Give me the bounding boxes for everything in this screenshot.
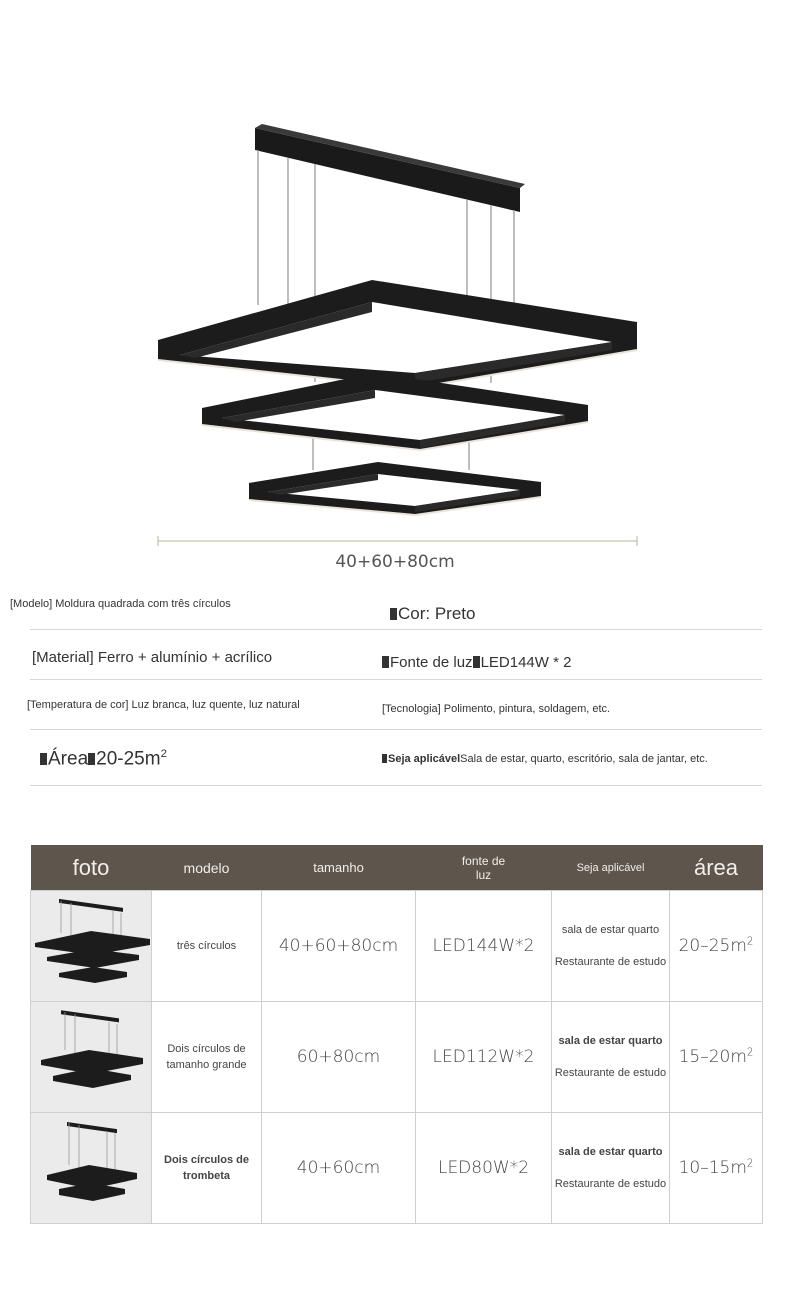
product-photo-two-rings-large <box>31 1002 152 1113</box>
row1-area-sup: 2 <box>746 936 754 948</box>
row3-app-1: sala de estar quarto <box>558 1146 663 1158</box>
header-area: área <box>670 845 763 891</box>
product-photo-two-rings-trumpet <box>31 1113 152 1224</box>
row3-modelo-text-1: Dois círculos de <box>164 1154 249 1166</box>
row2-modelo-text-1: Dois círculos de <box>167 1043 246 1055</box>
spec-temperatura: [Temperatura de cor] Luz branca, luz quente, luz natural <box>27 699 300 711</box>
row2-modelo-text-2: tamanho grande <box>166 1059 247 1071</box>
glyph-icon <box>382 656 389 668</box>
row3-area-value: 10–15m <box>678 1158 747 1178</box>
table-row <box>31 1113 763 1224</box>
row3-modelo-text-2: trombeta <box>182 1170 231 1182</box>
spec-area <box>40 748 167 770</box>
spec-tecnologia: [Tecnologia] Polimento, pintura, soldagem, etc. <box>382 703 611 715</box>
spec-fonte-label: Fonte de luz <box>390 654 473 671</box>
row2-app-1: sala de estar quarto <box>558 1035 663 1047</box>
row3-app-2: Restaurante de estudo <box>554 1178 667 1190</box>
spec-area-sup: 2 <box>160 748 167 760</box>
row3-fonte: LED80W*2 <box>416 1113 552 1224</box>
spec-fonte <box>382 654 571 671</box>
row3-aplicavel <box>552 1113 670 1224</box>
glyph-icon <box>473 656 480 668</box>
row1-modelo-text: três círculos <box>176 940 237 952</box>
header-seja: Seja aplicável <box>552 845 670 891</box>
row1-fonte: LED144W*2 <box>416 891 552 1002</box>
header-tamanho: tamanho <box>262 845 416 891</box>
spec-fonte-value: LED144W * 2 <box>480 654 572 671</box>
spec-cor <box>390 604 475 624</box>
header-fonte <box>416 845 552 891</box>
row3-modelo <box>152 1113 262 1224</box>
spec-cor-text: Cor: Preto <box>398 604 476 623</box>
spec-area-value: 20-25m <box>96 748 161 770</box>
product-comparison-table <box>30 845 763 1224</box>
row1-app-1: sala de estar quarto <box>561 924 660 936</box>
row2-modelo <box>152 1002 262 1113</box>
row1-area <box>670 891 763 1002</box>
row1-area-value: 20–25m <box>678 936 747 956</box>
row2-area <box>670 1002 763 1113</box>
header-modelo: modelo <box>152 845 262 891</box>
row3-tamanho: 40+60cm <box>262 1113 416 1224</box>
row2-area-sup: 2 <box>746 1047 754 1059</box>
glyph-icon <box>382 754 387 763</box>
row2-area-value: 15–20m <box>678 1047 747 1067</box>
header-fonte-line2: luz <box>475 867 492 882</box>
spec-seja <box>382 753 708 765</box>
row1-app-2: Restaurante de estudo <box>554 956 667 968</box>
row2-tamanho: 60+80cm <box>262 1002 416 1113</box>
table-header-row <box>31 845 763 891</box>
spec-area-label: Área <box>48 748 89 770</box>
spec-modelo: [Modelo] Moldura quadrada com três círculos <box>10 598 231 610</box>
row2-aplicavel <box>552 1002 670 1113</box>
row1-modelo <box>152 891 262 1002</box>
spec-seja-value: Sala de estar, quarto, escritório, sala de jantar, etc. <box>460 753 708 765</box>
row3-area-sup: 2 <box>746 1158 754 1170</box>
header-fonte-line1: fonte de <box>461 853 506 868</box>
glyph-icon <box>40 753 47 765</box>
glyph-icon <box>390 608 397 620</box>
row1-tamanho: 40+60+80cm <box>262 891 416 1002</box>
spec-seja-label: Seja aplicável <box>388 753 461 765</box>
row3-area <box>670 1113 763 1224</box>
glyph-icon <box>88 753 95 765</box>
table-row <box>31 1002 763 1113</box>
dimension-label: 40+60+80cm <box>335 552 455 572</box>
table-row <box>31 891 763 1002</box>
spec-material: [Material] Ferro + alumínio + acrílico <box>32 649 273 666</box>
row2-app-2: Restaurante de estudo <box>554 1067 667 1079</box>
product-photo-three-rings <box>31 891 152 1002</box>
chandelier-product-image <box>0 0 790 590</box>
row2-fonte: LED112W*2 <box>416 1002 552 1113</box>
header-foto: foto <box>31 845 152 891</box>
row1-aplicavel <box>552 891 670 1002</box>
